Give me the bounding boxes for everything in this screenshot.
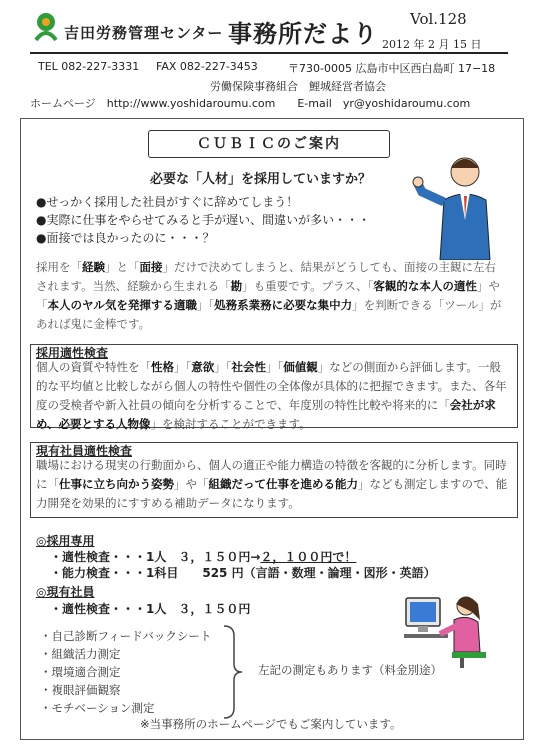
associations: 労働保険事務組合 鯉城経営者協会 bbox=[210, 80, 386, 93]
section-body: 個人の資質や特性を「性格」「意欲」「社会性」「価値観」などの側面から評価します。一般的な平均値と比較しながら個人の特性や個性の全体像が具体的に把握できます。また、各年度の受検者や新入社員の傾向を分析することで、年度別の特性比較や将来的に「会社が求め、必要とする人物像」を検討することができます。 bbox=[36, 360, 507, 431]
price-line: ・適性検査・・・1人 ３，１５０円→２，１００円で！ bbox=[50, 550, 357, 564]
phone-number: TEL 082-227-3331 bbox=[38, 60, 140, 73]
pricing-heading: ◎採用専用 bbox=[36, 534, 95, 548]
org-name: 吉田労務管理センター bbox=[64, 24, 224, 42]
homepage-email-line: ホームページ http://www.yoshidaroumu.com E-mail yr@yoshidaroumu.com bbox=[30, 97, 471, 110]
section-body: 職場における現実の行動面から、個人の適正や能力構造の特徴を客観的に分析します。同時に「仕事に立ち向かう姿勢」や「組織だって仕事を進める能力」なども測定しますので、能力開発を効果的にすすめる補助データになります。 bbox=[36, 458, 508, 510]
tools-note: 左記の測定もあります（料金別途） bbox=[258, 663, 442, 677]
tool-item: ・組織活力測定 bbox=[40, 647, 121, 661]
issue-date: 2012 年 2 月 15 日 bbox=[382, 38, 482, 51]
price-line: ・能力検査・・・1科目 525 円（言語・数理・論理・図形・英語） bbox=[50, 566, 436, 580]
tool-item: ・モチベーション測定 bbox=[40, 701, 155, 715]
fax-number: FAX 082-227-3453 bbox=[156, 60, 258, 73]
volume-number: Vol.128 bbox=[410, 10, 467, 28]
right-brace-icon bbox=[220, 624, 244, 720]
section-title: 採用適性検査 bbox=[36, 346, 109, 360]
tool-item: ・環境適合測定 bbox=[40, 665, 121, 679]
woman-at-computer-illustration bbox=[400, 590, 492, 668]
list-item: ●せっかく採用した社員がすぐに辞めてしまう！ bbox=[36, 195, 299, 209]
list-item: ●面接では良かったのに・・・？ bbox=[36, 231, 215, 245]
newsletter-title: 事務所だより bbox=[228, 19, 378, 48]
headline: 必要な「人材」を採用していますか？ bbox=[150, 172, 372, 187]
article-title: ＣＵＢＩＣのご案内 bbox=[148, 130, 390, 158]
price-line: ・適性検査・・・1人 ３，１５０円 bbox=[50, 602, 251, 616]
businessman-illustration bbox=[410, 150, 510, 260]
section-title: 現有社員適性検査 bbox=[36, 444, 133, 458]
list-item: ●実際に仕事をやらせてみると手が遅い、間違いが多い・・・ bbox=[36, 213, 371, 227]
tool-item: ・自己診断フィードバックシート bbox=[40, 629, 212, 643]
footer-note: ※当事務所のホームページでもご案内しています。 bbox=[140, 717, 402, 731]
address: 〒730-0005 広島市中区西白島町 17−18 bbox=[288, 62, 496, 75]
tool-item: ・複眼評価観察 bbox=[40, 683, 121, 697]
logo-icon bbox=[32, 12, 60, 44]
intro-paragraph: 採用を「経験」と「面接」だけで決めてしまうと、結果がどうしても、面接の主観に左右されます。当然、経験から生まれる「勘」も重要です。プラス、「客観的な本人の適性」や「本人のヤル気を発揮する適職」「処務系業務に必要な集中力」を判断できる「ツール」があれば鬼に金棒です。 bbox=[36, 260, 502, 331]
header-divider bbox=[30, 52, 508, 54]
pricing-heading: ◎現有社員 bbox=[36, 585, 95, 599]
